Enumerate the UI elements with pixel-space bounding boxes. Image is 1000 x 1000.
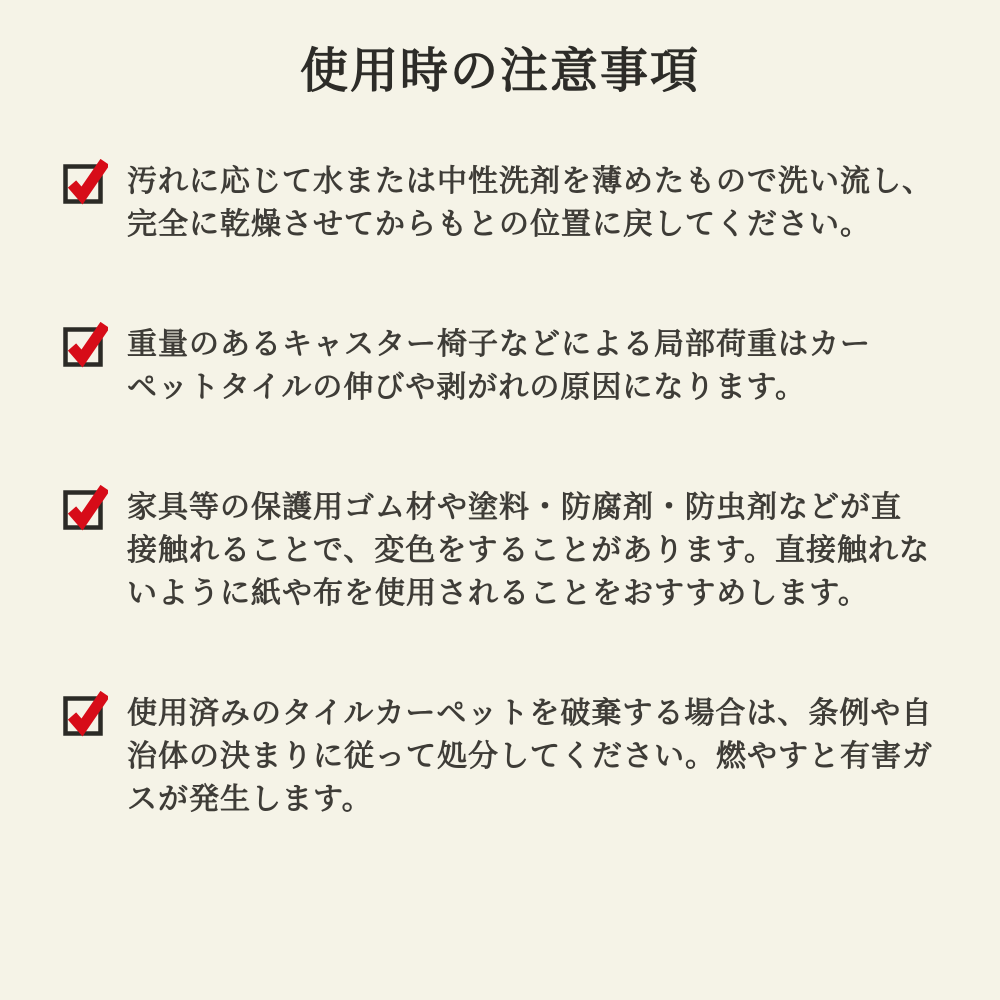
precaution-line: 治体の決まりに従って処分してください。燃やすと有害ガ	[127, 740, 933, 773]
precaution-text	[127, 160, 933, 246]
precaution-line: ペットタイルの伸びや剥がれの原因になります。	[127, 371, 806, 404]
checked-checkbox-icon	[62, 685, 108, 737]
precaution-line: 使用済みのタイルカーペットを破棄する場合は、条例や自	[127, 697, 933, 730]
page-title: 使用時の注意事項	[299, 45, 700, 98]
checked-checkbox-icon	[62, 153, 108, 205]
checked-checkbox-icon	[62, 316, 108, 368]
precaution-item-4	[62, 692, 950, 821]
precaution-line: 接触れることで、変色をすることがあります。直接触れな	[127, 534, 930, 567]
precaution-item-2	[62, 323, 950, 409]
precaution-text	[127, 323, 871, 409]
precaution-line: 汚れに応じて水または中性洗剤を薄めたもので洗い流し、	[127, 165, 933, 198]
precaution-line: 重量のあるキャスター椅子などによる局部荷重はカー	[127, 328, 871, 361]
checked-checkbox-icon	[62, 479, 108, 531]
precaution-item-3	[62, 486, 950, 615]
precaution-line: 完全に乾燥させてからもとの位置に戻してください。	[127, 208, 871, 241]
precaution-line: 家具等の保護用ゴム材や塗料・防腐剤・防虫剤などが直	[127, 491, 902, 524]
precaution-text	[127, 486, 930, 615]
precaution-line: いように紙や布を使用されることをおすすめします。	[127, 577, 869, 610]
precaution-line: スが発生します。	[127, 783, 373, 816]
precaution-item-1	[62, 160, 950, 246]
precaution-text	[127, 692, 933, 821]
precaution-list	[62, 160, 950, 821]
